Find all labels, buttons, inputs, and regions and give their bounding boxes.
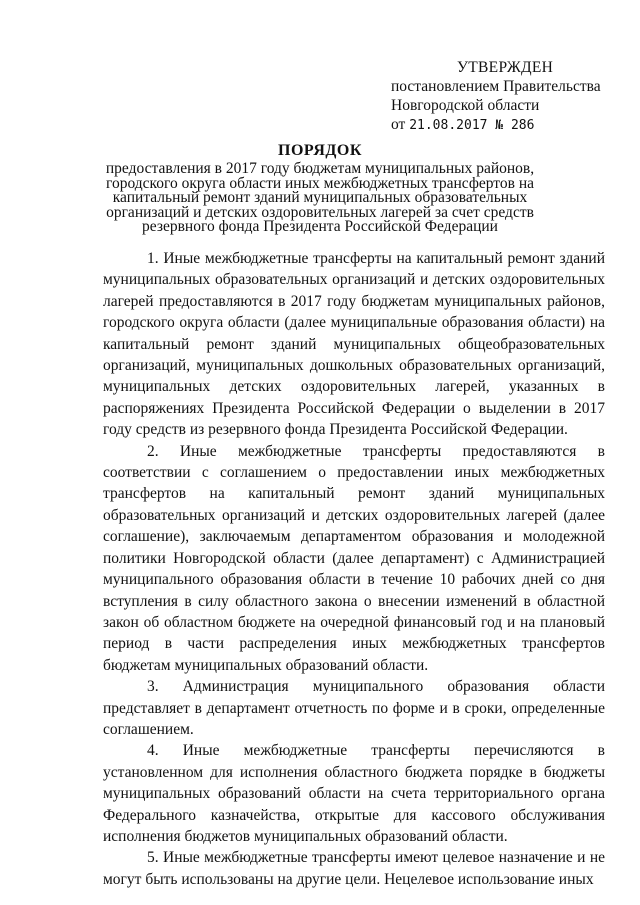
paragraph-5: 5. Иные межбюджетные трансферты имеют целевое назначение и не могут быть использованы на другие цели. Нецелевое использование иных bbox=[103, 849, 605, 888]
paragraph-1: 1. Иные межбюджетные трансферты на капитальный ремонт зданий муниципальных образовательных организаций и детских оздоровительных лагерей предоставляются в 2017 году бюджетам муниципальных районов, городского округа области (далее муниципальные образования области) на капитальный ремонт зданий муниципальных общеобразовательных организаций, муниципальных дошкольных образовательных организаций, муниципальных детских оздоровительных лагерей, указанных в распоряжениях Президента Российской Федерации о выделении в 2017 году средств из резервного фонда Президента Российской Федерации. bbox=[103, 250, 605, 439]
paragraph-3: 3. Администрация муниципального образования области представляет в департамент отчетность по форме и в сроки, определенные соглашением. bbox=[103, 678, 605, 738]
approval-line-1: постановлением Правительства bbox=[391, 78, 601, 95]
paragraph-4: 4. Иные межбюджетные трансферты перечисляются в установленном для исполнения областного бюджета порядке в бюджеты муниципальных образований области на счета территориального органа Федерального казначейства, открытые для кассового обслуживания исполнения бюджетов муниципальных образований области. bbox=[103, 742, 605, 845]
document-body bbox=[103, 248, 605, 890]
document-subtitle: предоставления в 2017 году бюджетам муниципальных районов, городского округа области иных межбюджетных трансфертов на капитальный ремонт зданий муниципальных образовательных организаций и детских оздоровительных лагерей за счет средств резервного фонда Президента Российской Федерации bbox=[105, 160, 535, 235]
approval-date-value: 21.08.2017 № 286 bbox=[409, 118, 535, 133]
approval-date-prefix: от bbox=[391, 116, 406, 133]
approval-stamp bbox=[391, 58, 631, 135]
document-title: ПОРЯДОК bbox=[278, 142, 362, 159]
approval-heading: УТВЕРЖДЕН bbox=[457, 59, 554, 76]
approval-line-2: Новгородской области bbox=[391, 97, 540, 114]
approval-date bbox=[391, 115, 631, 135]
paragraph-2: 2. Иные межбюджетные трансферты предоставляются в соответствии с соглашением о предоставлении иных межбюджетных трансфертов на капитальный ремонт зданий муниципальных образовательных организаций и детских оздоровительных лагерей (далее соглашение), заключаемым департаментом образования и молодежной политики Новгородской области (далее департамент) с Администрацией муниципального образования области в течение 10 рабочих дней со дня вступления в силу областного закона о внесении изменений в областной закон об областном бюджете на очередной финансовый год и на плановый период в части распределения иных межбюджетных трансфертов бюджетам муниципальных образований области. bbox=[103, 442, 605, 674]
